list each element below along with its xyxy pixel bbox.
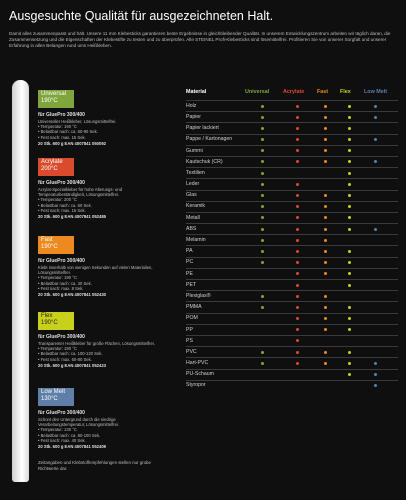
compatibility-dot-universal [261,205,264,208]
table-row [186,111,398,122]
column-header-lowmelt: Low Melt [364,89,388,95]
compatibility-dot-flex [348,149,351,152]
table-row [186,190,398,201]
product-spec: • Belastbar nach: ca. 60-90 Sek. [38,129,98,135]
compatibility-dot-lowmelt [374,138,377,141]
compatibility-dot-fast [324,205,327,208]
compatibility-dot-universal [261,306,264,309]
product-spec: • Temperatur: 190 °C [38,346,77,352]
compatibility-dot-universal [261,127,264,130]
compatibility-dot-acrylate [296,216,299,219]
compatibility-dot-fast [324,351,327,354]
material-label: Gummi [186,147,203,154]
page-title: Ausgesuchte Qualität für ausgezeichneten Halt. [9,9,274,23]
product-name: für GluePro 300/400 [38,180,85,186]
product-name: für GluePro 300/400 [38,112,85,118]
compatibility-dot-acrylate [296,339,299,342]
compatibility-dot-acrylate [296,160,299,163]
compatibility-dot-flex [348,272,351,275]
product-description: Acrylat-Spezialkleber für hohe Alterungs- und Temperaturbeständigkeit, Lösungsmittelfrei. [38,187,123,198]
product-ean: 20 Stk. 600 g EAN 4007841 052423 [38,362,106,368]
table-header [186,88,398,100]
column-header-material: Material [186,89,207,95]
compatibility-dot-universal [261,228,264,231]
compatibility-dot-flex [348,105,351,108]
compatibility-dot-acrylate [296,138,299,141]
compatibility-dot-flex [348,216,351,219]
material-label: POM [186,315,198,322]
compatibility-dot-universal [261,183,264,186]
material-label: Textilien [186,169,205,176]
material-label: Pappe / Kartonagen [186,136,233,143]
compatibility-dot-fast [324,317,327,320]
compatibility-dot-flex [348,317,351,320]
table-row [186,156,398,167]
compatibility-dot-flex [348,261,351,264]
material-label: PE [186,270,193,277]
compatibility-dot-flex [348,138,351,141]
product-spec: • Temperatur: 130 °C [38,427,77,433]
material-label: PA [186,248,193,255]
compatibility-dot-fast [324,306,327,309]
compatibility-dot-fast [324,272,327,275]
compatibility-dot-flex [348,351,351,354]
product-description: Transparenter Heißkleber für große Flächen, Lösungsmittelfrei. [38,341,155,346]
compatibility-dot-lowmelt [374,362,377,365]
product-ean: 20 Stk. 600 g EAN 4007841 052409 [38,444,106,450]
compatibility-dot-flex [348,172,351,175]
material-label: Hart-PVC [186,360,209,367]
material-label: ABS [186,225,197,232]
product-fast [38,236,158,297]
table-row [186,100,398,111]
compatibility-dot-acrylate [296,239,299,242]
compatibility-dot-universal [261,239,264,242]
compatibility-dot-flex [348,183,351,186]
compatibility-dot-acrylate [296,306,299,309]
table-row [186,313,398,324]
product-lowmelt [38,388,158,449]
compatibility-dot-acrylate [296,295,299,298]
compatibility-dot-fast [324,216,327,219]
table-row [186,201,398,212]
product-description: Schont den Untergrund durch die niedrige Verarbeitungstemperatur, Lösungsmittelfrei. [38,417,120,428]
material-label: Styropor [186,382,206,389]
compatibility-dot-universal [261,362,264,365]
compatibility-dot-acrylate [296,362,299,365]
product-spec: • Fest nach: max. 40 Sek. [38,437,86,443]
compatibility-dot-acrylate [296,183,299,186]
compatibility-dot-acrylate [296,127,299,130]
compatibility-dot-universal [261,160,264,163]
material-label: PVC [186,348,197,355]
product-flex [38,312,158,368]
compatibility-dot-flex [348,116,351,119]
compatibility-dot-flex [348,328,351,331]
product-description: Klebt innerhalb von wenigen Sekunden auf vielen Materialien, Lösungsmittelfrei. [38,265,153,276]
product-spec: • Fest nach: max. 60-80 Sek. [38,356,92,362]
table-body [186,100,398,391]
table-row [186,324,398,335]
material-label: Melamin [186,237,206,244]
material-label: Kautschuk (CR) [186,158,223,165]
compatibility-dot-flex [348,228,351,231]
compatibility-dot-fast [324,138,327,141]
compatibility-dot-flex [348,205,351,208]
product-badge: Low Melt 130°C [38,388,74,406]
product-badge: Universal 190°C [38,90,74,108]
compatibility-dot-universal [261,261,264,264]
product-badge: Flex 190°C [38,312,74,330]
compatibility-dot-lowmelt [374,384,377,387]
compatibility-dot-universal [261,216,264,219]
product-universal [38,90,158,146]
compatibility-dot-flex [348,373,351,376]
material-label: Metall [186,214,200,221]
material-label: Papier lackiert [186,125,219,132]
compatibility-dot-fast [324,261,327,264]
compatibility-dot-acrylate [296,149,299,152]
compatibility-dot-fast [324,149,327,152]
column-header-universal: Universal [245,89,270,95]
compatibility-dot-universal [261,149,264,152]
table-row [186,268,398,279]
material-label: Glas [186,192,197,199]
compatibility-dot-fast [324,295,327,298]
table-row [186,212,398,223]
column-header-fast: Fast [317,89,329,95]
compatibility-dot-lowmelt [374,105,377,108]
product-spec: • Belastbar nach: ca. 60 Sek. [38,202,92,208]
material-label: Holz [186,102,197,109]
table-row [186,357,398,368]
product-name: für GluePro 300/400 [38,258,85,264]
compatibility-dot-fast [324,250,327,253]
compatibility-dot-flex [348,250,351,253]
intro-text: Damit alles zusammenpasst und hält. Unsere 11 mm Klebesticks garantieren beste Ergebnisse in gleichbleibender Qualität. In unserem Entwicklungszentrum arbeiten wir täglich daran, die Zusammensetzung und die Eigenschaften der Klebestifte zu testen und zu überprüfen. Alle STEINEL Profi-Klebesticks sind lösemittelfrei. Profitieren Sie von unserer Sorgfalt und unserer Erfahrung in allen Belangen rund ums Heißkleben. [9,31,391,48]
material-label: PMMA [186,304,202,311]
footnote: Zeitangaben und Klebstoffempfehlungen stellen nur grobe Richtwerte dar. [38,460,151,471]
compatibility-dot-lowmelt [374,373,377,376]
compatibility-dot-lowmelt [374,228,377,231]
compatibility-dot-acrylate [296,317,299,320]
material-label: Papier [186,113,201,120]
compatibility-dot-universal [261,172,264,175]
product-ean: 20 Stk. 600 g EAN 4007841 052430 [38,292,106,298]
product-acrylate [38,158,158,219]
table-row [186,301,398,312]
table-row [186,167,398,178]
compatibility-dot-acrylate [296,228,299,231]
compatibility-dot-fast [324,160,327,163]
product-badge: Acrylate 200°C [38,158,74,176]
compatibility-dot-universal [261,138,264,141]
table-row [186,223,398,234]
table-row [186,380,398,391]
glue-stick-image [12,80,29,482]
compatibility-dot-flex [348,160,351,163]
product-name: für GluePro 300/400 [38,334,85,340]
product-name: für GluePro 300/400 [38,410,85,416]
table-row [186,145,398,156]
compatibility-dot-universal [261,194,264,197]
product-spec: • Temperatur: 190 °C [38,275,77,281]
compatibility-dot-flex [348,127,351,130]
product-description: Universeller Heißkleber, Lösungsmittelfrei. [38,119,117,124]
compatibility-dot-acrylate [296,116,299,119]
table-row [186,122,398,133]
compatibility-dot-fast [324,328,327,331]
table-row [186,245,398,256]
compatibility-dot-acrylate [296,261,299,264]
compatibility-dot-fast [324,127,327,130]
table-row [186,290,398,301]
product-spec: • Belastbar nach: ca. 30 Sek. [38,280,92,286]
compatibility-dot-flex [348,194,351,197]
compatibility-dot-fast [324,239,327,242]
compatibility-dot-lowmelt [374,116,377,119]
compatibility-dot-acrylate [296,328,299,331]
compatibility-dot-lowmelt [374,160,377,163]
column-header-acrylate: Acrylate [283,89,305,95]
table-row [186,234,398,245]
compatibility-dot-acrylate [296,250,299,253]
compatibility-dot-universal [261,295,264,298]
material-label: PP [186,326,193,333]
product-ean: 20 Stk. 600 g EAN 4007841 050092 [38,140,106,146]
compatibility-dot-acrylate [296,194,299,197]
product-spec: • Belastbar nach: ca. 80-100 Sek. [38,432,101,438]
compatibility-dot-universal [261,116,264,119]
product-ean: 20 Stk. 600 g EAN 4007841 052485 [38,214,106,220]
product-spec: • Temperatur: 190 °C [38,124,77,130]
compatibility-dot-fast [324,228,327,231]
material-label: Leder [186,181,200,188]
product-spec: • Fest nach: max. 15 Sek. [38,134,86,140]
table-row [186,346,398,357]
compatibility-table [186,88,398,391]
material-label: Plexiglas® [186,292,211,299]
compatibility-dot-fast [324,105,327,108]
product-spec: • Temperatur: 200 °C [38,197,77,203]
compatibility-dot-flex [348,284,351,287]
table-row [186,134,398,145]
product-badge: Fast 190°C [38,236,74,254]
table-row [186,279,398,290]
compatibility-dot-flex [348,362,351,365]
compatibility-dot-flex [348,306,351,309]
compatibility-dot-fast [324,194,327,197]
table-row [186,257,398,268]
compatibility-dot-acrylate [296,284,299,287]
material-label: PET [186,281,197,288]
compatibility-dot-universal [261,351,264,354]
product-spec: • Belastbar nach: ca. 100-120 Sek. [38,351,103,357]
column-header-flex: Flex [340,89,351,95]
compatibility-dot-fast [324,116,327,119]
table-row [186,369,398,380]
material-label: Keramik [186,203,206,210]
product-spec: • Fest nach: max. 15 Sek. [38,207,86,213]
compatibility-dot-universal [261,250,264,253]
compatibility-dot-universal [261,105,264,108]
compatibility-dot-acrylate [296,351,299,354]
material-label: PC [186,259,194,266]
table-row [186,335,398,346]
table-row [186,178,398,189]
material-label: PU-Schaum [186,371,214,378]
compatibility-dot-fast [324,362,327,365]
compatibility-dot-acrylate [296,272,299,275]
material-label: PS [186,337,193,344]
product-spec: • Fest nach: max. 8 Sek. [38,285,84,291]
compatibility-dot-acrylate [296,105,299,108]
compatibility-dot-acrylate [296,205,299,208]
